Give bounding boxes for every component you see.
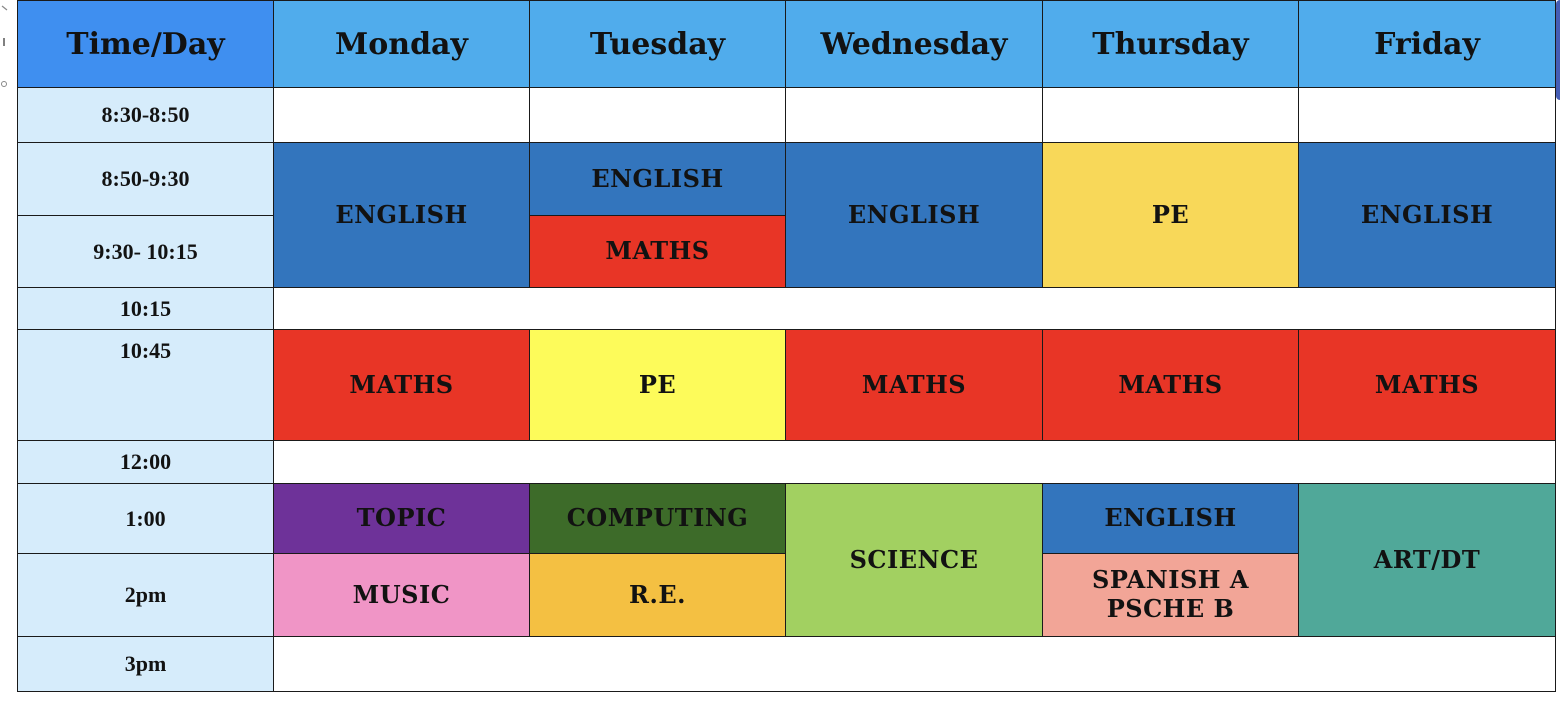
lesson-friday-art-dt <box>1298 483 1556 637</box>
lunch-row <box>273 440 1556 484</box>
lesson-monday-topic <box>273 483 530 554</box>
lesson-tuesday-pe <box>529 329 786 441</box>
lesson-label: ENGLISH <box>1360 199 1494 229</box>
time-label: 10:15 <box>119 295 172 321</box>
time-cell <box>17 483 274 554</box>
lesson-label: MATHS <box>861 369 967 399</box>
lesson-label: SCIENCE <box>849 544 979 574</box>
right-edge-shape <box>1556 0 1560 100</box>
time-label: 9:30- 10:15 <box>93 238 198 264</box>
time-cell <box>17 440 274 484</box>
time-cell <box>17 142 274 216</box>
lesson-thursday-spanish-psche <box>1042 553 1299 637</box>
time-cell <box>17 87 274 143</box>
lesson-label: COMPUTING <box>566 503 749 533</box>
lesson-tuesday-re <box>529 553 786 637</box>
time-cell <box>17 287 274 330</box>
lesson-wednesday-english <box>785 142 1043 288</box>
lesson-label: ENGLISH <box>591 163 724 193</box>
lesson-label: ENGLISH <box>335 199 468 229</box>
lesson-label: ART/DT <box>1373 544 1481 574</box>
lesson-thursday-pe <box>1042 142 1299 288</box>
lesson-label: R.E. <box>629 579 686 609</box>
header-corner-label: Time/Day <box>66 26 225 62</box>
lesson-monday-english <box>273 142 530 288</box>
empty-cell-monday <box>273 87 530 143</box>
lesson-friday-maths <box>1298 329 1556 441</box>
lesson-tuesday-english <box>529 142 786 216</box>
header-day-friday <box>1298 0 1556 88</box>
lesson-monday-music <box>273 553 530 637</box>
lesson-tuesday-maths <box>529 215 786 288</box>
day-label: Wednesday <box>820 26 1008 62</box>
lesson-label: SPANISH A PSCHE B <box>1092 565 1249 623</box>
time-label: 8:30-8:50 <box>101 102 190 127</box>
lesson-label: MATHS <box>349 369 454 399</box>
lesson-label: ENGLISH <box>1104 503 1237 533</box>
lesson-label: MATHS <box>1118 369 1223 399</box>
day-label: Tuesday <box>589 26 726 62</box>
lesson-wednesday-science <box>785 483 1043 637</box>
left-edge-marks <box>0 0 14 90</box>
time-label: 12:00 <box>119 449 172 474</box>
header-day-monday <box>273 0 530 88</box>
time-label: 8:50-9:30 <box>101 166 190 191</box>
header-corner <box>17 0 274 88</box>
header-day-wednesday <box>785 0 1043 88</box>
lesson-label: PE <box>1151 199 1190 229</box>
lesson-friday-english <box>1298 142 1556 288</box>
empty-cell-friday <box>1298 87 1556 143</box>
end-of-day-row <box>273 636 1556 692</box>
time-cell <box>17 215 274 288</box>
time-label: 2pm <box>124 582 167 607</box>
lesson-label: MUSIC <box>352 579 451 609</box>
lesson-label: TOPIC <box>356 503 447 533</box>
day-label: Monday <box>335 26 468 62</box>
lesson-label: MATHS <box>1374 369 1480 399</box>
header-day-thursday <box>1042 0 1299 88</box>
lesson-label: PE <box>638 369 677 399</box>
lesson-label: MATHS <box>605 236 710 266</box>
lesson-wednesday-maths <box>785 329 1043 441</box>
time-label: 1:00 <box>125 505 166 531</box>
header-day-tuesday <box>529 0 786 88</box>
empty-cell-thursday <box>1042 87 1299 143</box>
lesson-monday-maths <box>273 329 530 441</box>
time-cell <box>17 636 274 692</box>
lesson-thursday-english <box>1042 483 1299 554</box>
time-cell <box>17 553 274 637</box>
lesson-tuesday-computing <box>529 483 786 554</box>
break-row <box>273 287 1556 330</box>
time-label: 10:45 <box>119 338 172 363</box>
time-cell <box>17 329 274 441</box>
time-label: 3pm <box>124 651 167 676</box>
day-label: Thursday <box>1092 26 1249 62</box>
lesson-thursday-maths <box>1042 329 1299 441</box>
lesson-label: ENGLISH <box>847 199 981 229</box>
empty-cell-wednesday <box>785 87 1043 143</box>
empty-cell-tuesday <box>529 87 786 143</box>
day-label: Friday <box>1374 26 1480 62</box>
